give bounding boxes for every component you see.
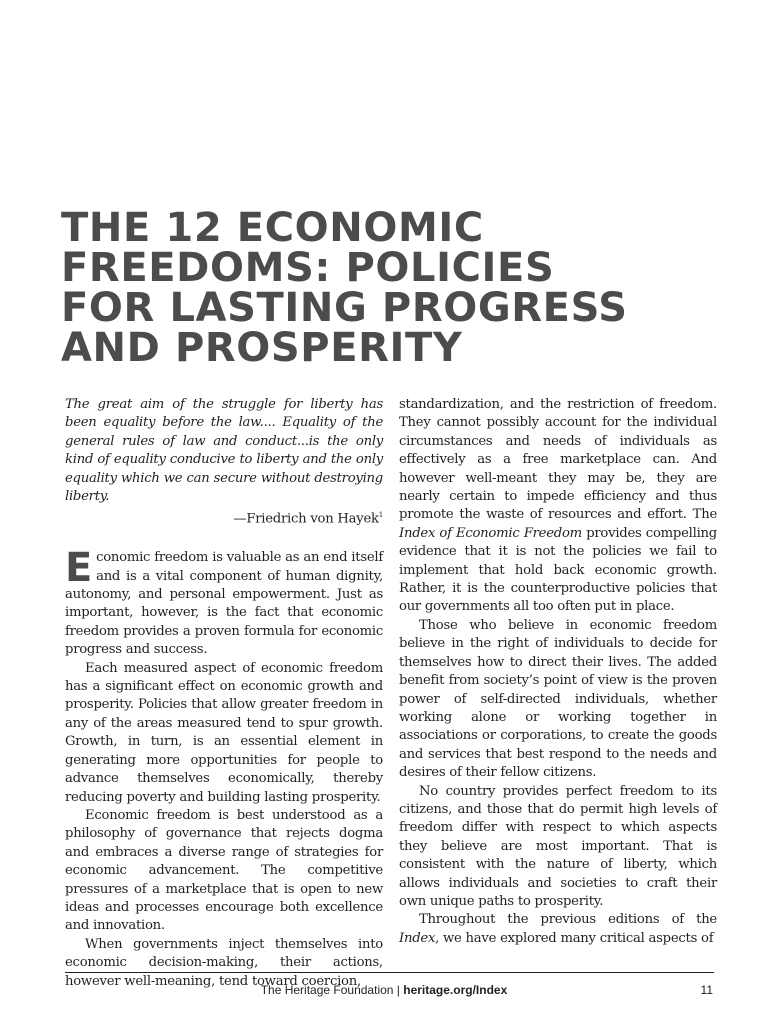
left-column — [65, 396, 383, 991]
footer-divider — [65, 972, 714, 973]
body-paragraph-3: Economic freedom is best understood as a philosophy of governance that rejects dogma and embraces a diverse range of strategies for economic advancement. The competitive pressures of a marketplace that is open to new ideas and processes encourage both excellence and innovation. — [65, 807, 383, 934]
title-line: AND PROSPERITY — [61, 325, 463, 371]
epigraph-attribution — [65, 506, 383, 529]
body-paragraph-6: No country provides perfect freedom to its citizens, and those that do permit high levels of freedom differ with respect to which aspects they believe are most important. That is consistent with the nature of liberty, which allows individuals and societies to craft their own unique paths to prosperity. — [399, 783, 717, 909]
body-paragraph-7 — [399, 911, 717, 948]
body-paragraph-4-continued — [399, 396, 717, 617]
paragraph-text: conomic freedom is valuable as an end itself and is a vital component of human dignity, autonomy, and personal empowerment. Just as important, however, is the fact that economic freedom provides a proven formula for economic progress and success. — [65, 550, 383, 658]
title-line: FOR LASTING PROGRESS — [61, 285, 628, 331]
body-paragraph-2: Each measured aspect of economic freedom has a significant effect on economic growth and prosperity. Policies that allow greater freedom in any of the areas measured tend to spur growth. Growth, in turn, is an essential element in generating more opportunities for people to advance themselves economically, thereby reducing poverty and building lasting prosperity. — [65, 660, 383, 805]
footer-org: The Heritage Foundation | — [260, 983, 404, 997]
paragraph-text: , we have explored many critical aspects of — [435, 930, 714, 946]
footnote-marker: 1 — [378, 511, 383, 520]
paragraph-text: provides compelling evidence that it is not the policies we fail to implement that hold back economic growth. Rather, it is the counterproductive policies that our governments all too often put in place. — [399, 525, 717, 615]
page-title — [61, 205, 721, 371]
footer-credit — [0, 983, 768, 997]
title-line: FREEDOMS: POLICIES — [61, 245, 555, 291]
title-line: THE 12 ECONOMIC — [61, 205, 484, 251]
body-paragraph-1 — [65, 545, 383, 659]
index-title-italic: Index of Economic Freedom — [399, 525, 582, 541]
paragraph-text: standardization, and the restriction of freedom. They cannot possibly account for the individual circumstances and needs of individuals as effectively as a free marketplace can. And however well-meant they may be, they are nearly certain to impede efficiency and thus promote the waste of resources and effort. The — [399, 397, 717, 523]
epigraph-quote: The great aim of the struggle for liberty has been equality before the law.... Equality of the general rules of law and conduct...is the only kind of equality conducive to liberty and the only equality which we can secure without destroying liberty. — [65, 397, 383, 505]
body-paragraph-4: When governments inject themselves into economic decision-making, their actions, however well-meaning, tend toward coercion, — [65, 936, 383, 989]
body-paragraph-5: Those who believe in economic freedom believe in the right of individuals to decide for themselves how to direct their lives. The added benefit from society’s point of view is the proven power of self-directed individuals, whether working alone or working together in associations or corporations, to create the goods and services that best respond to the needs and desires of their fellow citizens. — [399, 617, 717, 781]
paragraph-text: Throughout the previous editions of the — [419, 912, 717, 928]
drop-cap: E — [65, 545, 93, 592]
epigraph-author: —Friedrich von Hayek — [233, 511, 379, 527]
page-number: 11 — [700, 983, 713, 997]
footer-url-link[interactable]: heritage.org/Index — [403, 983, 508, 997]
index-short-italic: Index — [399, 930, 436, 946]
right-column — [399, 396, 717, 948]
